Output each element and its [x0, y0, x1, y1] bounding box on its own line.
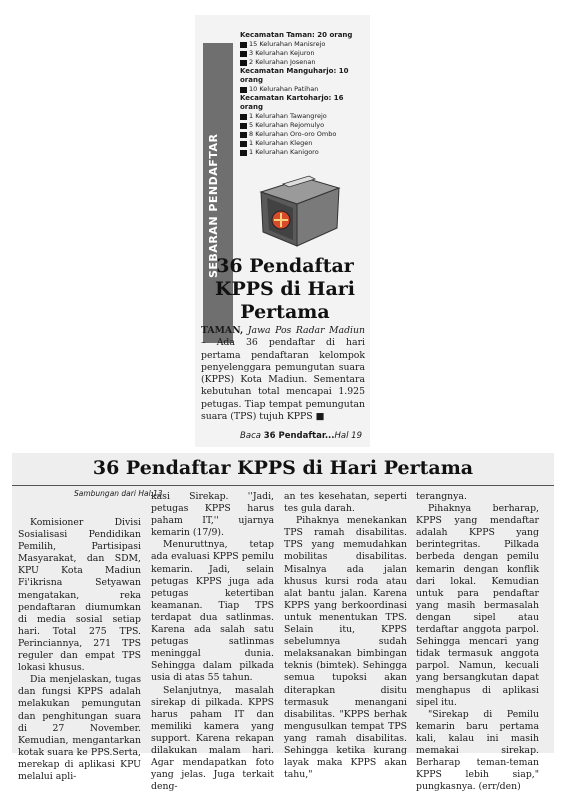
bullet-icon: [240, 123, 247, 129]
paragraph: Selanjutnya, masalah sirekap di pilkada. KPPS harus paham IT dan memiliki kamera yang support. Karena rekapan dilakukan malam hari. Agar mendapatkan foto yang jelas. Juga terkait deng-: [151, 685, 274, 793]
paragraph: Dia menjelaskan, tugas dan fungsi KPPS adalah melakukan pemungutan dan penghitungan suara di 27 November. Kemudian, mengantarkan kotak suara ke PPS.Serta, merekap di aplikasi KPU melalui apli-: [18, 674, 141, 783]
kelurahan-item: 5 Kelurahan Rejomulyo: [240, 121, 368, 130]
kecamatan-heading: Kecamatan Taman: 20 orang: [240, 31, 368, 40]
kelurahan-item: 3 Kelurahan Kejuron: [240, 49, 368, 58]
bullet-icon: [240, 141, 247, 147]
bullet-icon: [240, 132, 247, 138]
article-column-2: [151, 491, 274, 793]
headline: 36 Pendaftar KPPS di Hari Pertama: [205, 255, 365, 324]
continued-from-label: Sambungan dari Hal.13: [74, 489, 163, 498]
paragraph: Komisioner Divisi Sosialisasi Pendidikan Pemilih, Partisipasi Masyarakat, dan SDM, KPU Kota Madiun Fi'ikrisna Setyawan mengatakan, reka pendaftaran diumumkan di media sosial setiap hari. Total 275 TPS. Perinciannya, 271 TPS reguler dan empat TPS lokasi khusus.: [18, 517, 141, 674]
kelurahan-item: 8 Kelurahan Oro-oro Ombo: [240, 130, 368, 139]
kelurahan-item: 15 Kelurahan Manisrejo: [240, 40, 368, 49]
paragraph: kasi Sirekap. ''Jadi, petugas KPPS harus paham IT,'' ujarnya kemarin (17/9).: [151, 491, 274, 539]
registrant-distribution: [240, 31, 368, 157]
bullet-icon: [240, 42, 247, 48]
front-page-clipping: [195, 15, 370, 447]
paragraph: Pihaknya berharap, KPPS yang mendaftar adalah KPPS yang berintegritas. Pilkada berbeda dengan pemilu kemarin dengan konflik dari lokal. Kemudian untuk para pendaftar yang masih bermasalah dengan sipel atau terdaftar anggota parpol. Sehingga mencari yang tidak termasuk anggota parpol. Namun, kecuali yang bersangkutan dapat menghapus di aplikasi sipel itu.: [416, 503, 539, 709]
bullet-icon: [240, 150, 247, 156]
ballot-box-illustration: [253, 170, 343, 250]
bullet-icon: [240, 60, 247, 66]
paragraph: Pihaknya menekankan TPS ramah disabilitas. TPS yang memudahkan mobilitas disabilitas. Misalnya ada jalan khusus kursi roda atau alat bantu jalan. Karena KPPS yang berkoordinasi untuk menentukan TPS. Selain itu, KPPS sebelumnya sudah melaksanakan bimbingan teknis (bimtek). Sehingga semua tupoksi akan diterapkan disitu termasuk menangani disabilitas. "KPPS berhak mengusulkan tempat TPS yang ramah disabilitas. Sehingga ketika kurang layak maka KPPS akan tahu,": [284, 515, 407, 781]
kelurahan-item: 1 Kelurahan Klegen: [240, 139, 368, 148]
continuation-headline: 36 Pendaftar KPPS di Hari Pertama: [12, 457, 554, 479]
kelurahan-item: 1 Kelurahan Tawangrejo: [240, 112, 368, 121]
paragraph: Menuruttnya, tetap ada evaluasi KPPS pemilu kemarin. Jadi, selain petugas KPPS juga ada petugas ketertiban keamanan. Tiap TPS terdapat dua satlinmas. Karena ada salah satu petugas satlinmas meninggal dunia. Sehingga dalam pilkada usia di atas 55 tahun.: [151, 539, 274, 684]
continue-reading: Baca 36 Pendaftar...Hal 19: [240, 431, 362, 441]
dateline-place: TAMAN,: [201, 325, 243, 336]
continuation-clipping: [12, 453, 554, 753]
paragraph: "Sirekap di Pemilu kemarin baru pertama kali, kalau ini masih memakai sirekap. Berharap teman-teman KPPS lebih siap," pungkasnya. (err/den): [416, 709, 539, 793]
divider: [12, 485, 554, 486]
paragraph: terangnya.: [416, 491, 539, 503]
kecamatan-heading: Kecamatan Kartoharjo: 16 orang: [240, 94, 368, 112]
dateline-source: Jawa Pos Radar Madiun: [248, 325, 365, 336]
bullet-icon: [240, 51, 247, 57]
lead-text: – Ada 36 pendaftar di hari pertama pendaftaran kelompok penyelenggara pemungutan suara (KPPS) Kota Madiun. Sementara kebutuhan total mencapai 1.925 petugas. Tiap tempat pemungutan suara (TPS) tujuh KPPS ■: [201, 337, 365, 422]
kelurahan-item: 1 Kelurahan Kanigoro: [240, 148, 368, 157]
bullet-icon: [240, 87, 247, 93]
kelurahan-item: 2 Kelurahan Josenan: [240, 58, 368, 67]
paragraph: an tes kesehatan, seperti tes gula darah.: [284, 491, 407, 515]
kecamatan-heading: Kecamatan Manguharjo: 10 orang: [240, 67, 368, 85]
sidebar-label: SEBARAN PENDAFTAR: [207, 134, 220, 278]
article-column-1: [18, 517, 141, 783]
lead-paragraph: [201, 325, 365, 423]
article-column-3: [284, 491, 407, 781]
bullet-icon: [240, 114, 247, 120]
article-column-4: [416, 491, 539, 793]
kelurahan-item: 10 Kelurahan Patihan: [240, 85, 368, 94]
